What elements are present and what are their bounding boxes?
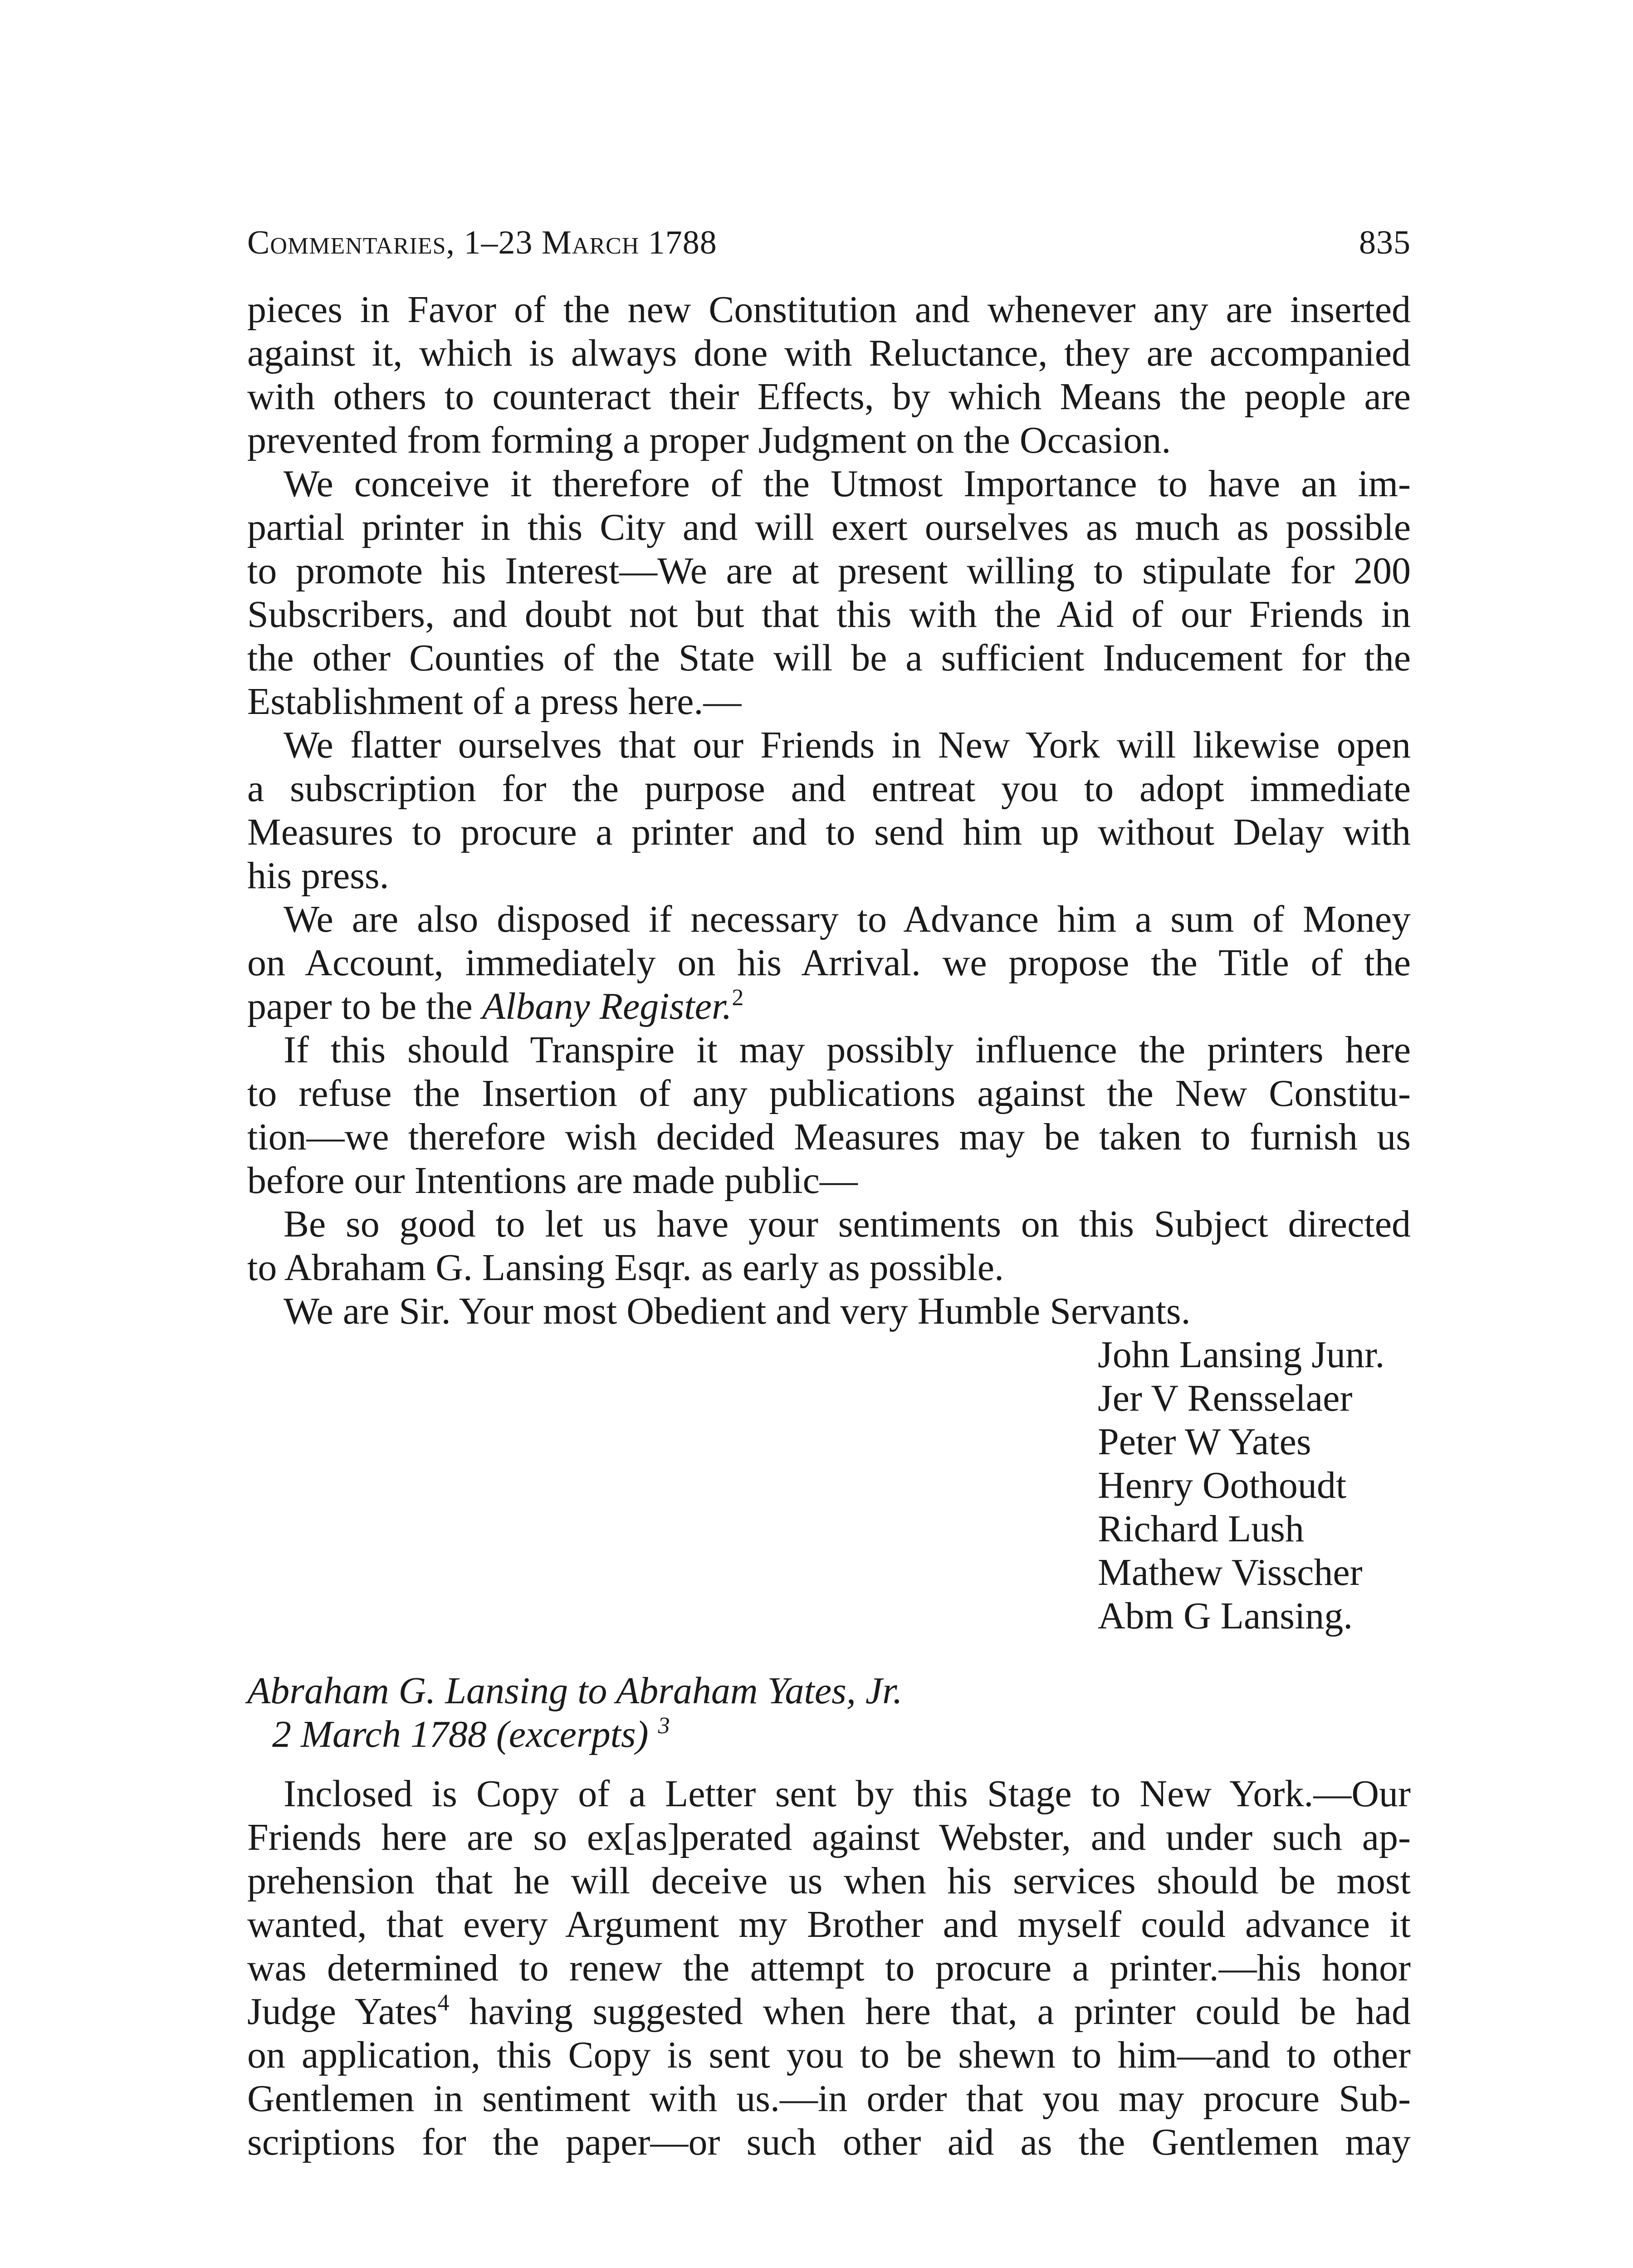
body-line: Friends here are so ex[as]perated against Webster, and under such ap- [247,1816,1411,1858]
body-line: scriptions for the paper—or such other aid as the Gentlemen may [247,2121,1411,2163]
body-line: prevented from forming a proper Judgment on the Occasion. [247,419,1171,461]
body-line: Gentlemen in sentiment with us.—in order that you may procure Sub- [247,2077,1411,2120]
footnote-marker: 4 [437,1990,450,2016]
body-line [247,985,1411,1028]
footnote-marker: 2 [732,985,744,1011]
signature-name: Jer V Rensselaer [1098,1377,1353,1419]
body-line: against it, which is always done with Reluctance, they are accompanied [247,332,1411,374]
body-line: to refuse the Insertion of any publications against the New Constitu- [247,1072,1411,1114]
signature-name: Richard Lush [1098,1508,1304,1550]
body-line: pieces in Favor of the new Constitution and whenever any are inserted [247,288,1411,331]
body-line: to promote his Interest—We are at present willing to stipulate for 200 [247,550,1411,592]
body-text: Judge Yates [247,1990,438,2033]
body-line [247,1990,1411,2033]
body-line: Measures to procure a printer and to send him up without Delay with [247,811,1411,853]
newspaper-title: Albany Register. [482,985,732,1027]
footnote-marker: 3 [658,1713,670,1739]
body-line: tion—we therefore wish decided Measures may be taken to furnish us [247,1116,1411,1158]
running-head: Commentaries, 1–23 March 1788 [247,224,717,261]
section-heading-date-text: 2 March 1788 (excerpts) [272,1713,649,1755]
body-line: a subscription for the purpose and entreat you to adopt immediate [247,767,1411,810]
body-line: Inclosed is Copy of a Letter sent by this Stage to New York.—Our [284,1773,1411,1815]
signature-name: John Lansing Junr. [1098,1334,1385,1376]
body-line: on application, this Copy is sent you to be shewn to him—and to other [247,2034,1411,2076]
body-line: before our Intentions are made public— [247,1159,858,1202]
section-heading-date [272,1713,1411,1756]
body-line: We are also disposed if necessary to Advance him a sum of Money [284,898,1411,940]
body-line: Be so good to let us have your sentiments on this Subject directed [284,1203,1411,1245]
section-heading-title: Abraham G. Lansing to Abraham Yates, Jr. [247,1670,903,1712]
body-line: If this should Transpire it may possibly influence the printers here [284,1029,1411,1071]
body-line: We are Sir. Your most Obedient and very Humble Servants. [284,1290,1191,1332]
body-line: Establishment of a press here.— [247,680,742,723]
body-text: having suggested when here that, a printer could be had [449,1990,1411,2033]
body-line: partial printer in this City and will exert ourselves as much as possible [247,506,1411,548]
body-line: the other Counties of the State will be a sufficient Inducement for the [247,637,1411,679]
body-line: his press. [247,855,389,897]
page-header [247,218,1411,268]
signature-name: Mathew Visscher [1098,1551,1363,1593]
signature-name: Henry Oothoudt [1098,1464,1347,1506]
body-line: wanted, that every Argument my Brother and myself could advance it [247,1903,1411,1945]
body-line: to Abraham G. Lansing Esqr. as early as possible. [247,1246,1004,1289]
body-line: prehension that he will deceive us when his services should be most [247,1860,1411,1902]
body-line: was determined to renew the attempt to procure a printer.—his honor [247,1947,1411,1989]
body-line: We flatter ourselves that our Friends in New York will likewise open [284,724,1411,766]
body-text: paper to be the [247,985,482,1027]
signature-name: Abm G Lansing. [1098,1595,1353,1637]
body-line: with others to counteract their Effects, by which Means the people are [247,376,1411,418]
body-line: Subscribers, and doubt not but that this with the Aid of our Friends in [247,593,1411,635]
body-line: on Account, immediately on his Arrival. we propose the Title of the [247,942,1411,984]
page-number: 835 [1359,224,1411,261]
signature-name: Peter W Yates [1098,1421,1311,1463]
body-line: We conceive it therefore of the Utmost Importance to have an im- [284,463,1411,505]
